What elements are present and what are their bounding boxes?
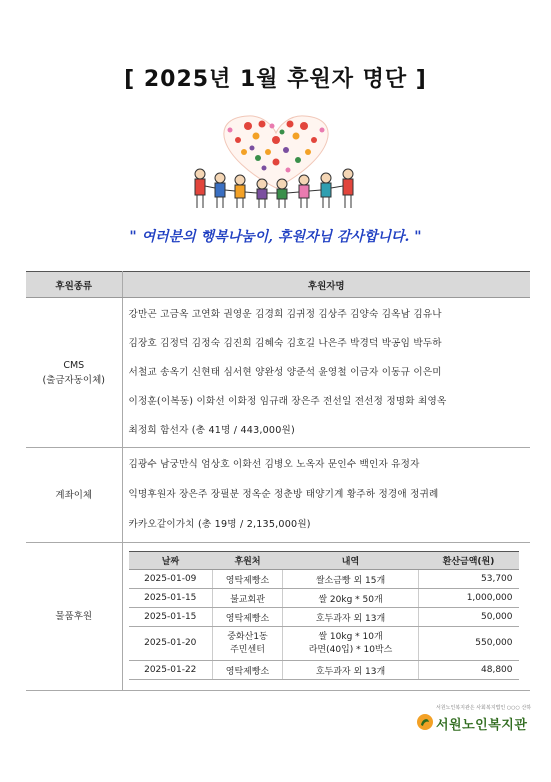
goods-sponsor	[213, 627, 283, 661]
cms-names-line: 김장호 김정덕 김정숙 김진희 김혜숙 김호길 나은주 박경덕 박공임 박두하	[128, 338, 442, 349]
header-kind: 후원종류	[26, 272, 122, 298]
cms-kind-label: CMS	[63, 359, 85, 371]
goods-header-date: 날짜	[129, 552, 213, 570]
goods-sponsor-line: 주민센터	[230, 644, 265, 655]
goods-detail	[283, 627, 419, 661]
goods-sponsor: 불교회관	[213, 589, 283, 608]
goods-date: 2025-01-22	[129, 661, 213, 680]
table-header-row	[26, 272, 530, 298]
goods-header-sponsor: 후원처	[213, 552, 283, 570]
cms-names-line: 서철교 송옥기 신현태 심서현 양완성 양준석 윤영철 이금자 이동규 이은미	[128, 367, 442, 378]
goods-sponsor-line: 중화산1동	[227, 631, 268, 642]
goods-amount: 550,000	[419, 627, 519, 661]
goods-detail: 쌀소금빵 외 15개	[283, 570, 419, 589]
cms-row	[26, 298, 530, 448]
transfer-kind-cell: 계좌이체	[26, 448, 122, 543]
heart-people-illustration	[178, 108, 374, 218]
logo-name: 서원노인복지관	[436, 718, 528, 733]
goods-table	[129, 551, 519, 680]
goods-date: 2025-01-20	[129, 627, 213, 661]
page-title: [ 2025년 1월 후원자 명단 ]	[124, 67, 427, 92]
goods-kind-cell: 물품후원	[26, 543, 122, 691]
goods-header-detail: 내역	[283, 552, 419, 570]
goods-amount: 1,000,000	[419, 589, 519, 608]
sponsor-table	[26, 271, 530, 691]
transfer-names-line: 익명후원자 장은주 장필분 정옥순 정춘방 태양기계 황주하 정경애 정귀례	[128, 489, 439, 500]
cms-names-line: 이정훈(이복동) 이화선 이화정 임규래 장은주 전선일 전선정 정명화 최영옥	[128, 396, 447, 407]
goods-detail: 호두과자 외 13개	[283, 608, 419, 627]
logo-tagline: 서원노인복지관은 사회복지법인 ○○○ 산하	[436, 705, 532, 711]
transfer-names-cell	[122, 448, 530, 543]
goods-detail-line: 라면(40입) * 10박스	[308, 644, 393, 655]
goods-date: 2025-01-09	[129, 570, 213, 589]
header-names: 후원자명	[122, 272, 530, 298]
goods-header-amount: 환산금액(원)	[419, 552, 519, 570]
cms-kind-sublabel: (출금자동이체)	[42, 374, 105, 386]
table-row	[129, 627, 519, 661]
thanks-message: " 여러분의 행복나눔이, 후원자님 감사합니다. "	[129, 229, 422, 245]
goods-detail-line: 쌀 10kg * 10개	[318, 631, 383, 642]
table-row	[129, 608, 519, 627]
goods-cell	[122, 543, 530, 691]
goods-date: 2025-01-15	[129, 589, 213, 608]
transfer-names-line: 김광수 남궁만식 엄상호 이화선 김병오 노옥자 문인수 백인자 유정자	[128, 459, 420, 470]
table-row	[129, 570, 519, 589]
goods-detail: 호두과자 외 13개	[283, 661, 419, 680]
cms-names-cell	[122, 298, 530, 448]
transfer-names-line: 카카오같이가치 (총 19명 / 2,135,000원)	[128, 519, 311, 530]
goods-sponsor: 영탁제빵소	[213, 570, 283, 589]
goods-date: 2025-01-15	[129, 608, 213, 627]
goods-sponsor: 영탁제빵소	[213, 608, 283, 627]
goods-amount: 53,700	[419, 570, 519, 589]
transfer-row	[26, 448, 530, 543]
table-row	[129, 589, 519, 608]
cms-kind-cell	[26, 298, 122, 448]
goods-sponsor: 영탁제빵소	[213, 661, 283, 680]
goods-header-row	[129, 552, 519, 570]
logo-mark-icon	[416, 713, 434, 731]
goods-amount: 48,800	[419, 661, 519, 680]
table-row	[129, 661, 519, 680]
cms-names-line: 최정희 함선자 (총 41명 / 443,000원)	[128, 425, 295, 436]
goods-detail: 쌀 20kg * 50개	[283, 589, 419, 608]
organization-logo	[416, 704, 536, 738]
goods-row	[26, 543, 530, 691]
goods-amount: 50,000	[419, 608, 519, 627]
cms-names-line: 강만곤 고금옥 고연화 권영운 김경희 김귀정 김상주 김양숙 김옥남 김유나	[128, 309, 442, 320]
